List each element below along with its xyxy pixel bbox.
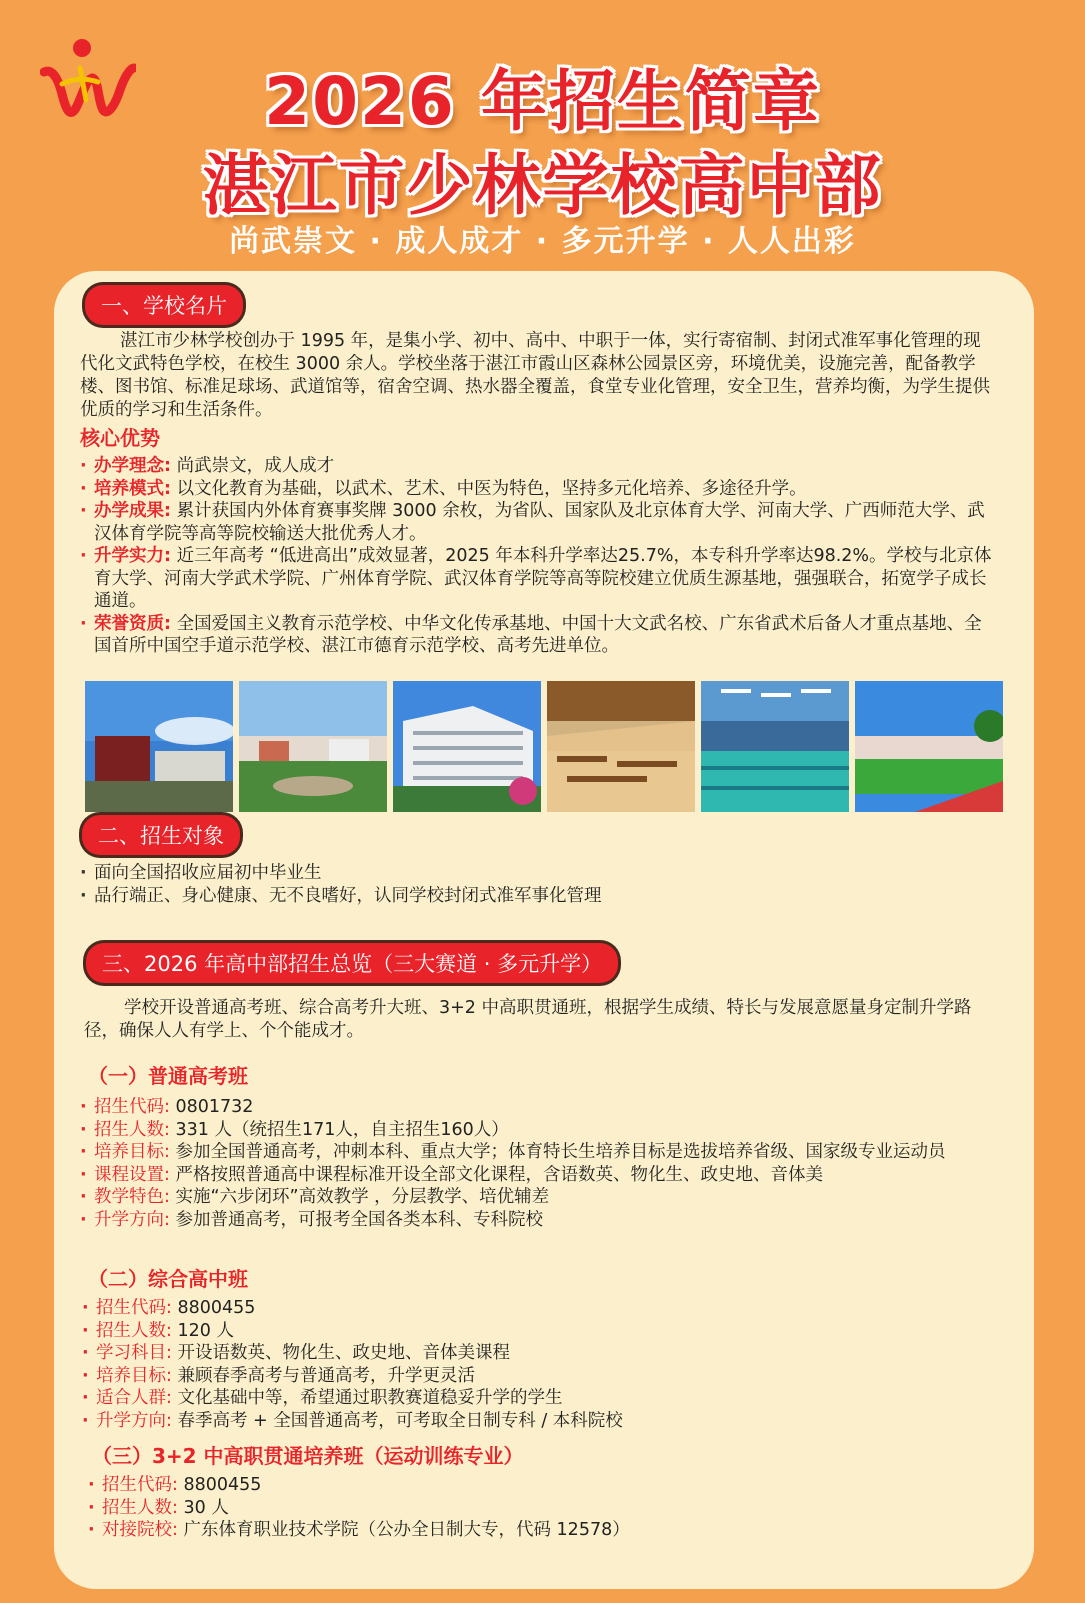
photo-library-hall bbox=[547, 681, 695, 812]
class3-title: （三）3+2 中高职贯通培养班（运动训练专业） bbox=[92, 1444, 524, 1468]
list-item: · 招生人数: 331 人（统招生171人，自主招生160人） bbox=[80, 1119, 990, 1142]
slogan: 尚武崇文 · 成人成才 · 多元升学 · 人人出彩 bbox=[229, 224, 856, 259]
class3-list bbox=[88, 1474, 988, 1542]
list-item: · 升学方向: 春季高考 + 全国普通高考，可考取全日制专科 / 本科院校 bbox=[82, 1410, 992, 1433]
school-intro: 湛江市少林学校创办于 1995 年，是集小学、初中、高中、中职于一体，实行寄宿制、封闭式准军事化管理的现代化文武特色学校，在校生 3000 余人。学校坐落于湛江市霞山区森林公园景区旁，环境优美，设施完善，配备教学楼、图书馆、标准足球场、武道馆等，宿舍空调、热水器全覆盖，食堂专业化管理，安全卫生，营养均衡，为学生提供优质的学习和生活条件。 bbox=[80, 331, 990, 420]
photo-sports-field bbox=[855, 681, 1003, 812]
list-item: · 办学理念: 尚武崇文，成人成才 bbox=[80, 455, 992, 478]
target-list bbox=[80, 862, 990, 907]
list-item: · 培养模式: 以文化教育为基础，以武术、艺术、中医为特色，坚持多元化培养、多途径升学。 bbox=[80, 478, 992, 501]
advantages-title: 核心优势 bbox=[80, 426, 160, 450]
list-item: · 课程设置: 严格按照普通高中课程标准开设全部文化课程，含语数英、物化生、政史地、音体美 bbox=[80, 1164, 990, 1187]
title-school: 湛江市少林学校高中部 bbox=[202, 147, 883, 224]
list-item: · 品行端正、身心健康、无不良嗜好，认同学校封闭式准军事化管理 bbox=[80, 885, 990, 908]
list-item: · 面向全国招收应届初中毕业生 bbox=[80, 862, 990, 885]
photo-school-gate bbox=[85, 681, 233, 812]
photo-campus-garden bbox=[239, 681, 387, 812]
photo-reading-room bbox=[701, 681, 849, 812]
list-item: · 招生人数: 30 人 bbox=[88, 1497, 988, 1520]
list-item: · 适合人群: 文化基础中等，希望通过职教赛道稳妥升学的学生 bbox=[82, 1387, 992, 1410]
overview-intro: 学校开设普通高考班、综合高考升大班、3+2 中高职贯通班，根据学生成绩、特长与发展意愿量身定制升学路径，确保人人有学上、个个能成才。 bbox=[84, 998, 972, 1041]
title-year: 2026 年招生简章 bbox=[264, 63, 821, 140]
photo-teaching-building bbox=[393, 681, 541, 812]
class2-list bbox=[82, 1297, 992, 1432]
list-item: · 招生代码: 8800455 bbox=[88, 1474, 988, 1497]
list-item: · 荣誉资质: 全国爱国主义教育示范学校、中华文化传承基地、中国十大文武名校、广东省武术后备人才重点基地、全国首所中国空手道示范学校、湛江市德育示范学校、高考先进单位。 bbox=[80, 613, 992, 658]
list-item: · 升学实力: 近三年高考 “低进高出”成效显著，2025 年本科升学率达25.7%，本专科升学率达98.2%。学校与北京体育大学、河南大学武术学院、广州体育学院、武汉体育学院等高等院校建立优质生源基地，强强联合，拓宽学子成长通道。 bbox=[80, 545, 992, 613]
list-item: · 招生代码: 0801732 bbox=[80, 1096, 990, 1119]
campus-photos bbox=[85, 681, 1003, 812]
list-item: · 升学方向: 参加普通高考，可报考全国各类本科、专科院校 bbox=[80, 1209, 990, 1232]
section-heading-school-card: 一、学校名片 bbox=[85, 285, 243, 325]
class2-title: （二）综合高中班 bbox=[88, 1267, 248, 1291]
section-heading-target: 二、招生对象 bbox=[82, 815, 240, 855]
class1-list bbox=[80, 1096, 990, 1231]
list-item: · 办学成果: 累计获国内外体育赛事奖牌 3000 余枚，为省队、国家队及北京体育大学、河南大学、广西师范大学、武汉体育学院等高等院校输送大批优秀人才。 bbox=[80, 500, 992, 545]
advantages-list bbox=[80, 455, 992, 658]
list-item: · 培养目标: 参加全国普通高考，冲刺本科、重点大学；体育特长生培养目标是选拔培养省级、国家级专业运动员 bbox=[80, 1141, 990, 1164]
list-item: · 招生人数: 120 人 bbox=[82, 1320, 992, 1343]
list-item: · 招生代码: 8800455 bbox=[82, 1297, 992, 1320]
list-item: · 学习科目: 开设语数英、物化生、政史地、音体美课程 bbox=[82, 1342, 992, 1365]
list-item: · 教学特色: 实施“六步闭环”高效教学 ，分层教学、培优辅差 bbox=[80, 1186, 990, 1209]
list-item: · 对接院校: 广东体育职业技术学院（公办全日制大专，代码 12578） bbox=[88, 1519, 988, 1542]
class1-title: （一）普通高考班 bbox=[88, 1064, 248, 1088]
list-item: · 培养目标: 兼顾春季高考与普通高考，升学更灵活 bbox=[82, 1365, 992, 1388]
section-heading-overview: 三、2026 年高中部招生总览（三大赛道 · 多元升学） bbox=[86, 943, 618, 983]
